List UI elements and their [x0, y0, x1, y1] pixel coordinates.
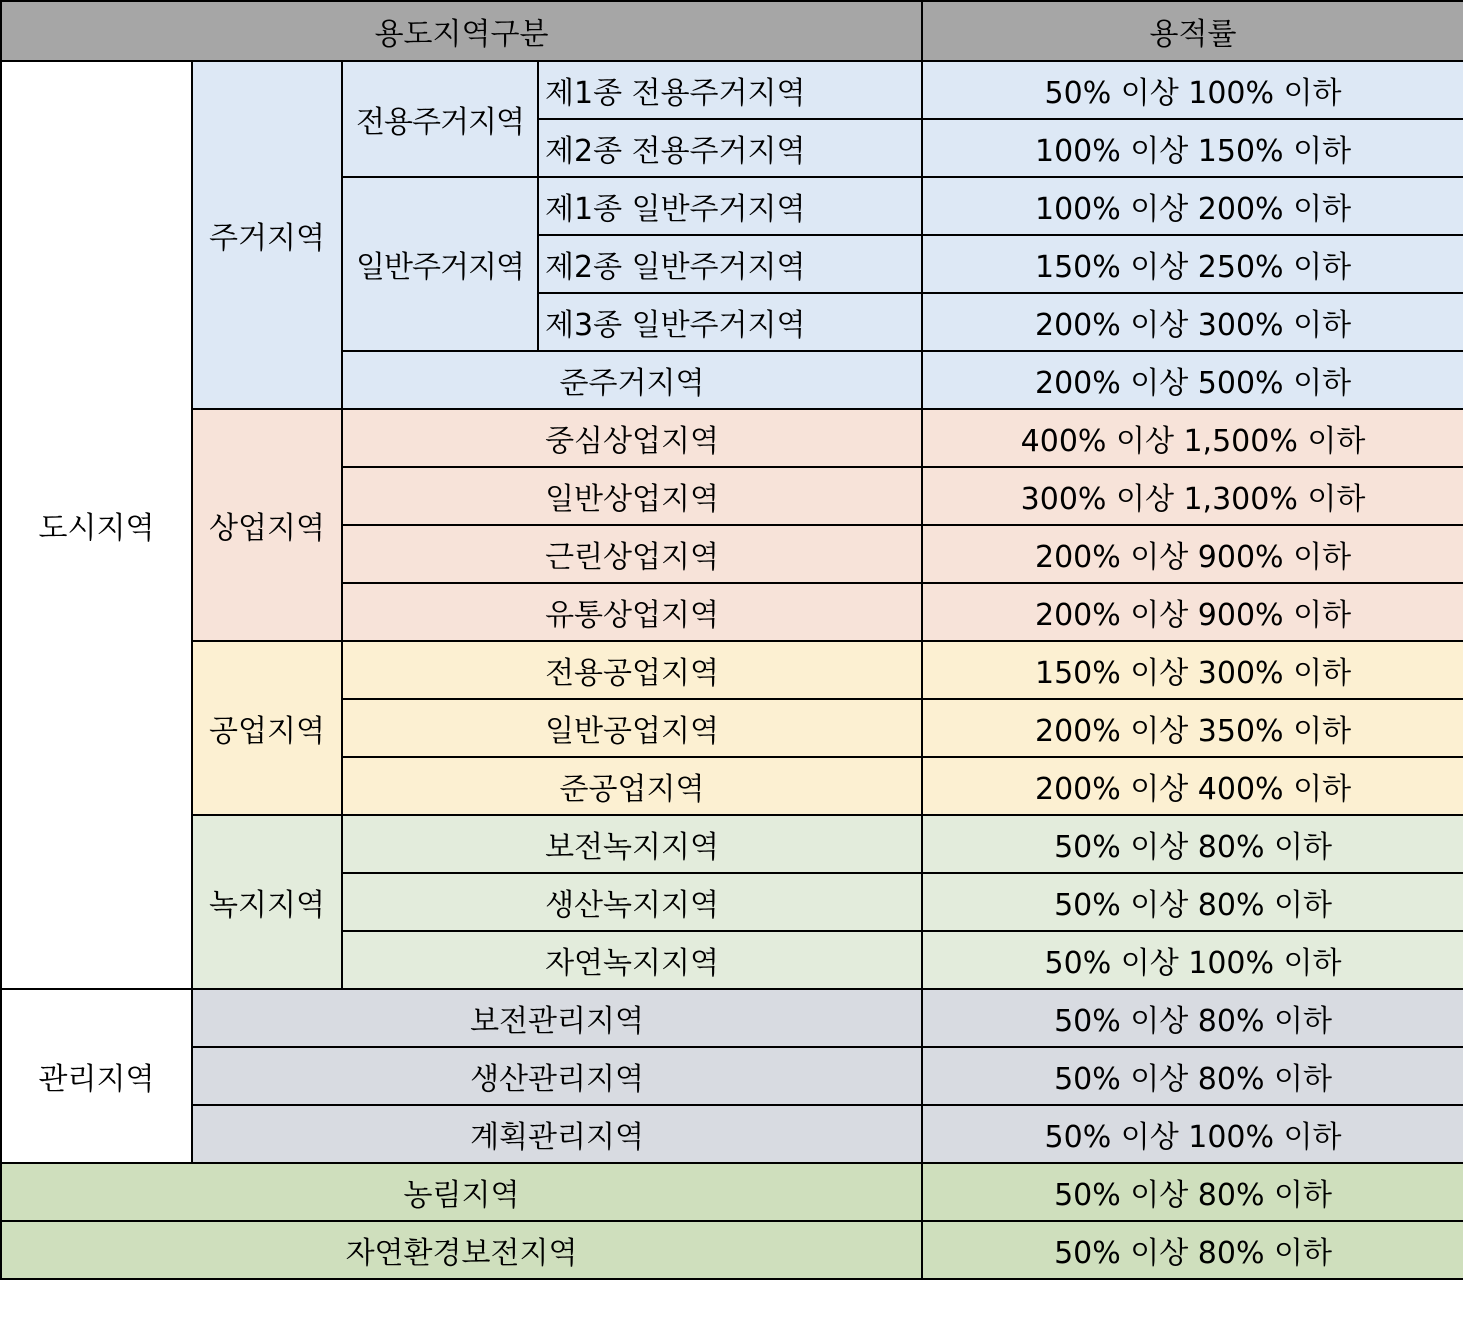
- zone-name: 제1종 전용주거지역: [538, 61, 922, 119]
- zone-name: 생산관리지역: [192, 1047, 922, 1105]
- zone-ratio: 50% 이상 80% 이하: [922, 815, 1463, 873]
- zone-ratio: 50% 이상 80% 이하: [922, 1047, 1463, 1105]
- zone-name: 보전관리지역: [192, 989, 922, 1047]
- residential-area-label: 주거지역: [192, 61, 342, 409]
- agricultural-area-label: 농림지역: [1, 1163, 922, 1221]
- nature-conservation-area-label: 자연환경보전지역: [1, 1221, 922, 1279]
- zone-ratio: 100% 이상 150% 이하: [922, 119, 1463, 177]
- zone-name: 제3종 일반주거지역: [538, 293, 922, 351]
- zone-ratio: 100% 이상 200% 이하: [922, 177, 1463, 235]
- zone-name: 계획관리지역: [192, 1105, 922, 1163]
- commercial-area-label: 상업지역: [192, 409, 342, 641]
- header-ratio: 용적률: [922, 1, 1463, 61]
- zone-name: 생산녹지지역: [342, 873, 922, 931]
- general-residential-label: 일반주거지역: [342, 177, 538, 351]
- zone-ratio: 200% 이상 900% 이하: [922, 583, 1463, 641]
- zone-name: 일반상업지역: [342, 467, 922, 525]
- zone-name: 제2종 일반주거지역: [538, 235, 922, 293]
- table-row: [1, 1047, 1463, 1105]
- zone-ratio: 200% 이상 900% 이하: [922, 525, 1463, 583]
- table-row: [1, 1221, 1463, 1279]
- zone-name: 근린상업지역: [342, 525, 922, 583]
- exclusive-residential-label: 전용주거지역: [342, 61, 538, 177]
- zone-name: 제2종 전용주거지역: [538, 119, 922, 177]
- zone-name: 자연녹지지역: [342, 931, 922, 989]
- table-row: [1, 409, 1463, 467]
- zone-ratio: 200% 이상 350% 이하: [922, 699, 1463, 757]
- zone-ratio: 200% 이상 300% 이하: [922, 293, 1463, 351]
- zone-name: 준공업지역: [342, 757, 922, 815]
- zone-ratio: 150% 이상 300% 이하: [922, 641, 1463, 699]
- zone-ratio: 50% 이상 100% 이하: [922, 931, 1463, 989]
- zone-ratio: 200% 이상 400% 이하: [922, 757, 1463, 815]
- zone-ratio: 50% 이상 80% 이하: [922, 1221, 1463, 1279]
- table-row: [1, 1163, 1463, 1221]
- management-area-label: 관리지역: [1, 989, 192, 1163]
- table-row: [1, 815, 1463, 873]
- table-row: [1, 61, 1463, 119]
- zone-name: 중심상업지역: [342, 409, 922, 467]
- zone-ratio: 400% 이상 1,500% 이하: [922, 409, 1463, 467]
- zone-ratio: 50% 이상 80% 이하: [922, 1163, 1463, 1221]
- table-row: [1, 989, 1463, 1047]
- zone-ratio: 300% 이상 1,300% 이하: [922, 467, 1463, 525]
- industrial-area-label: 공업지역: [192, 641, 342, 815]
- green-area-label: 녹지지역: [192, 815, 342, 989]
- zone-name: 전용공업지역: [342, 641, 922, 699]
- zone-name: 준주거지역: [342, 351, 922, 409]
- table-row: [1, 1105, 1463, 1163]
- zone-ratio: 50% 이상 100% 이하: [922, 1105, 1463, 1163]
- zone-ratio: 50% 이상 80% 이하: [922, 873, 1463, 931]
- zone-ratio: 150% 이상 250% 이하: [922, 235, 1463, 293]
- zone-ratio: 50% 이상 100% 이하: [922, 61, 1463, 119]
- header-category: 용도지역구분: [1, 1, 922, 61]
- zone-name: 제1종 일반주거지역: [538, 177, 922, 235]
- zone-name: 보전녹지지역: [342, 815, 922, 873]
- zone-ratio: 50% 이상 80% 이하: [922, 989, 1463, 1047]
- urban-area-label: 도시지역: [1, 61, 192, 989]
- table-row: [1, 641, 1463, 699]
- zone-name: 유통상업지역: [342, 583, 922, 641]
- zone-name: 일반공업지역: [342, 699, 922, 757]
- zone-ratio: 200% 이상 500% 이하: [922, 351, 1463, 409]
- header-row: [1, 1, 1463, 61]
